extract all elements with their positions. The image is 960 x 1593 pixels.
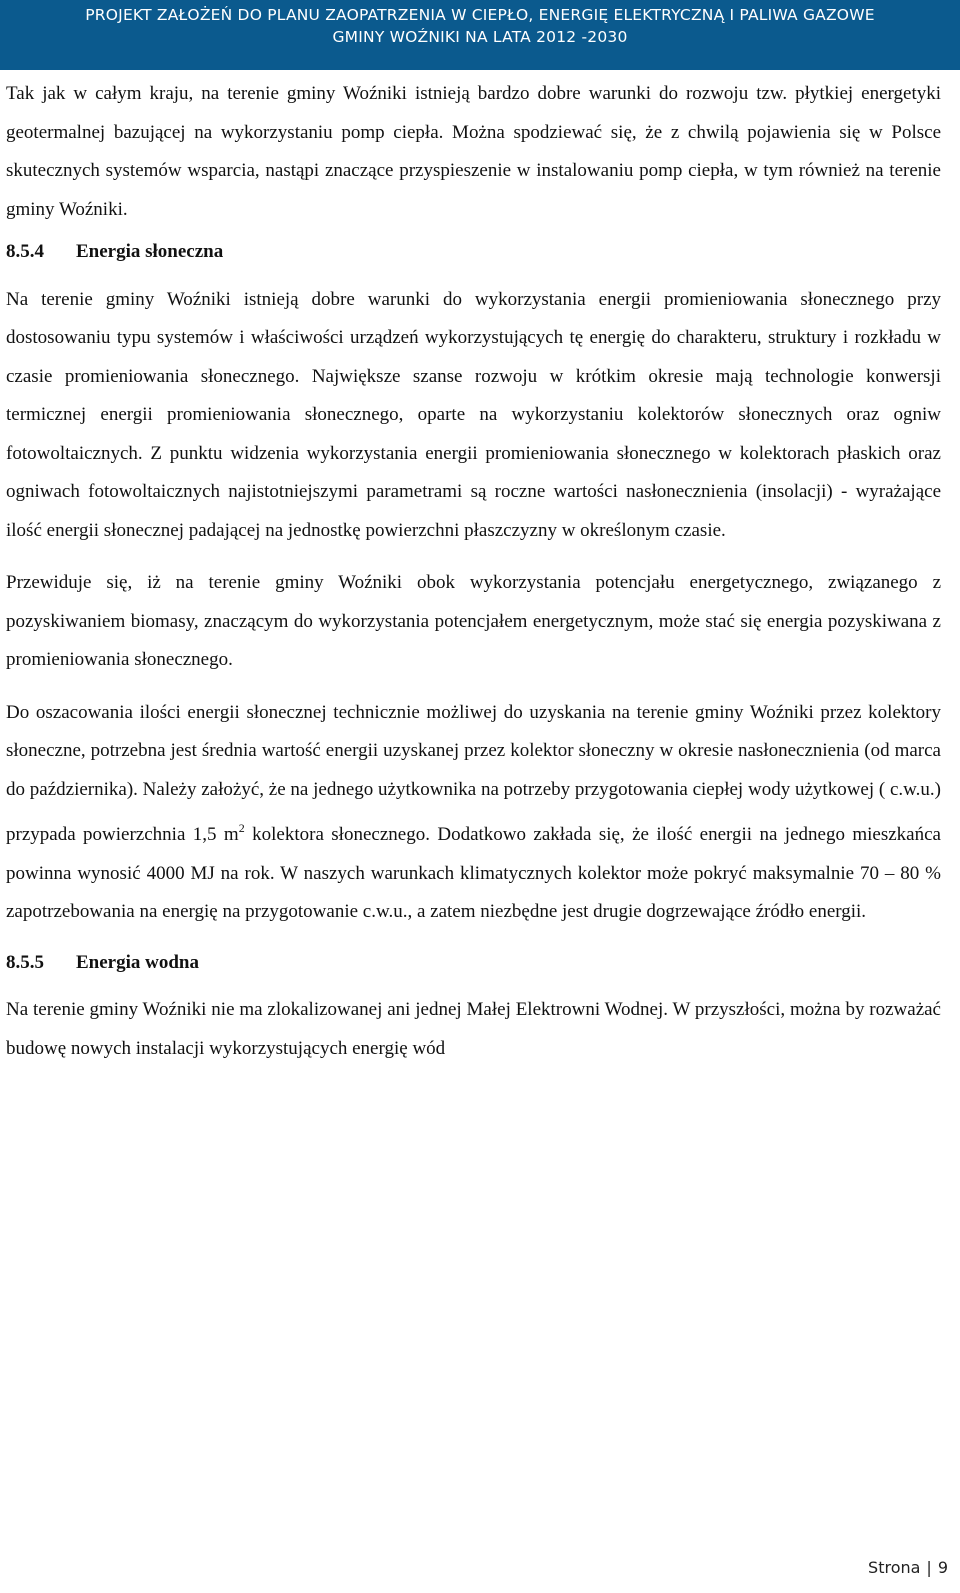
section-title: Energia słoneczna xyxy=(76,241,224,262)
page-number: 9 xyxy=(937,1558,948,1577)
paragraph-solar-estimate xyxy=(6,694,941,932)
section-title: Energia wodna xyxy=(76,951,199,973)
paragraph-solar-forecast: Przewiduje się, iż na terenie gminy Woźniki obok wykorzystania potencjału energetycznego, związanego z pozyskiwaniem biomasy, znaczącym do wykorzystania potencjałem energetycznym, może stać się energia pozyskiwana z promieniowania słonecznego. xyxy=(6,572,941,670)
page-label: Strona xyxy=(868,1558,921,1577)
paragraph-text-part: kolektora słonecznego. Dodatkowo zakłada się, że ilość energii na jednego mieszkańca powinna wynosić 4000 MJ na rok. W naszych warunkach klimatycznych kolektor może pokryć maksymalnie 70 – 80 % zapotrzebowania na energię na przygotowanie c.w.u., a zatem niezbędne jest drugie dogrzewające źródło energii. xyxy=(6,824,941,922)
section-number: 8.5.5 xyxy=(6,951,44,973)
section-number: 8.5.4 xyxy=(6,241,44,262)
footer-separator: | xyxy=(926,1558,932,1577)
document-header xyxy=(0,0,960,70)
paragraph-water: Na terenie gminy Woźniki nie ma zlokalizowanej ani jednej Małej Elektrowni Wodnej. W przyszłości, można by rozważać budowę nowych instalacji wykorzystujących energię wód xyxy=(6,999,941,1059)
header-title-line1: PROJEKT ZAŁOŻEŃ DO PLANU ZAOPATRZENIA W CIEPŁO, ENERGIĘ ELEKTRYCZNĄ I PALIWA GAZOWE xyxy=(85,6,875,24)
document-body xyxy=(6,70,941,1068)
section-heading-solar xyxy=(6,233,941,272)
paragraph-solar-conditions: Na terenie gminy Woźniki istnieją dobre warunki do wykorzystania energii promieniowania słonecznego przy dostosowaniu typu systemów i właściwości urządzeń wykorzystujących tę energię do charakteru, struktury i rozkładu w czasie promieniowania słonecznego. Największe szanse rozwoju w krótkim okresie mają technologie konwersji termicznej energii promieniowania słonecznego, oparte na wykorzystaniu kolektorów słonecznych oraz ogniw fotowoltaicznych. Z punktu widzenia wykorzystania energii promieniowania słonecznego w kolektorach płaskich oraz ogniwach fotowoltaicznych najistotniejszymi parametrami są roczne wartości nasłonecznienia (insolacji) - wyrażające ilość energii słonecznej padającej na jednostkę powierzchni płaszczyzny w określonym czasie. xyxy=(6,288,941,541)
page-footer xyxy=(868,1558,948,1577)
paragraph-geothermal: Tak jak w całym kraju, na terenie gminy Woźniki istnieją bardzo dobre warunki do rozwoju tzw. płytkiej energetyki geotermalnej bazującej na wykorzystaniu pomp ciepła. Można spodziewać się, że z chwilą pojawienia się w Polsce skutecznych systemów wsparcia, nastąpi znaczące przyspieszenie w instalowaniu pomp ciepła, w tym również na terenie gminy Woźniki. xyxy=(6,83,941,220)
header-title-line2: GMINY WOŹNIKI NA LATA 2012 -2030 xyxy=(332,28,628,46)
superscript: 2 xyxy=(238,821,245,835)
section-heading-water xyxy=(6,944,941,983)
paragraph-text-part: Do oszacowania ilości energii słonecznej technicznie możliwej do uzyskania na terenie gminy Woźniki przez kolektory słoneczne, potrzebna jest średnia wartość energii uzyskanej przez kolektor słoneczny w okresie nasłonecznienia (od marca do października). Należy założyć, że na jednego użytkownika na potrzeby przygotowania ciepłej wody użytkowej ( c.w.u.) przypada powierzchnia 1,5 m xyxy=(6,701,941,845)
